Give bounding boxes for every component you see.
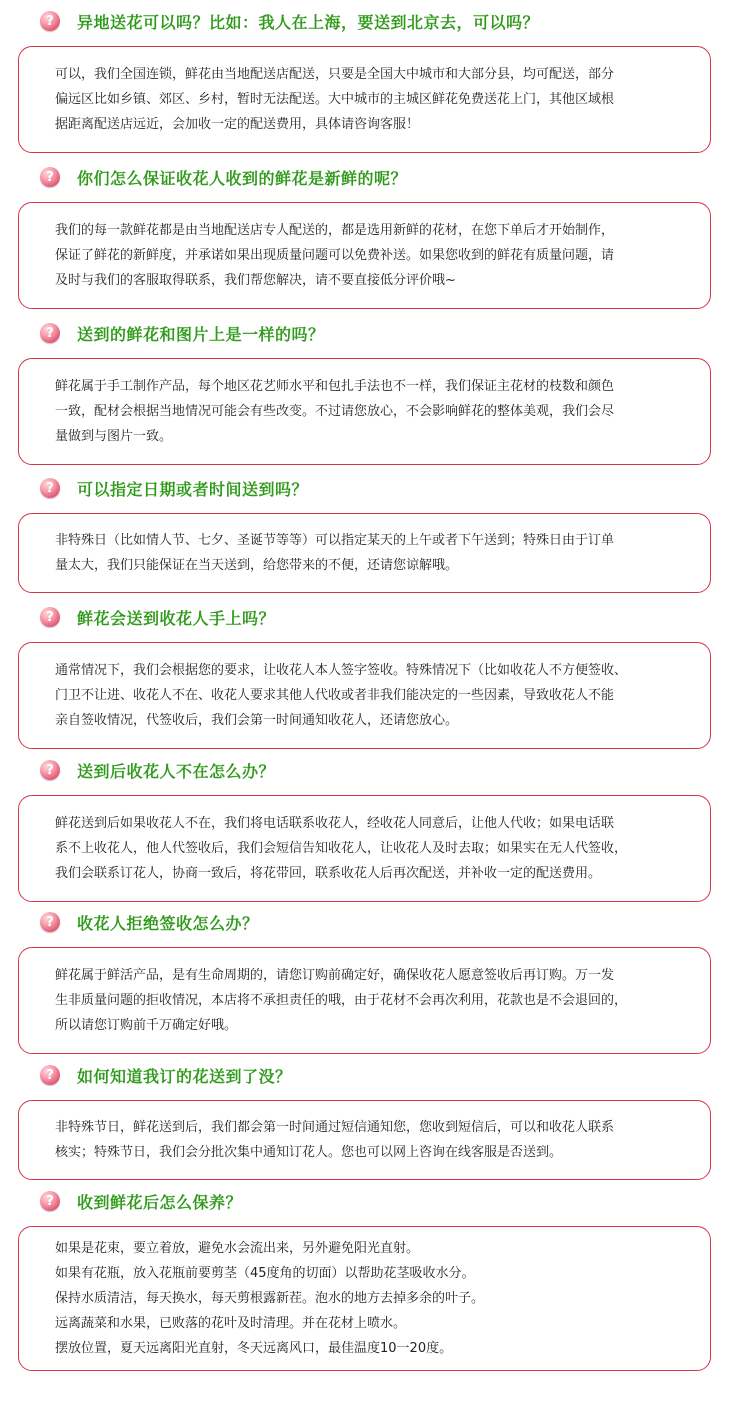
faq-answer-line: 鲜花送到后如果收花人不在，我们将电话联系收花人，经收花人同意后，让他人代收；如果电话联 (55, 816, 615, 831)
faq-question: 送到的鲜花和图片上是一样的吗？ (77, 324, 325, 344)
faq-answer-line: 如果是花束，要立着放，避免水会流出来，另外避免阳光直射。 (55, 1241, 420, 1256)
question-mark-icon: ? (40, 323, 60, 343)
question-mark-icon: ? (40, 607, 60, 627)
faq-question: 送到后收花人不在怎么办？ (77, 761, 276, 781)
question-mark-icon: ? (40, 912, 60, 932)
faq-question: 收到鲜花后怎么保养？ (77, 1192, 243, 1212)
faq-answer-line: 据距离配送店远近，会加收一定的配送费用，具体请咨询客服！ (55, 117, 420, 132)
faq-answer-line: 核实；特殊节日，我们会分批次集中通知订花人。您也可以网上咨询在线客服是否送到。 (55, 1145, 563, 1160)
faq-question-row (40, 604, 275, 630)
faq-question: 如何知道我订的花送到了没？ (77, 1066, 292, 1086)
faq-question: 可以指定日期或者时间送到吗？ (77, 479, 309, 499)
faq-answer-line: 非特殊节日，鲜花送到后，我们都会第一时间通过短信通知您，您收到短信后，可以和收花人联系 (55, 1120, 615, 1135)
faq-answer-line: 所以请您订购前千万确定好哦。 (55, 1018, 238, 1033)
faq-answer-box (18, 795, 711, 902)
faq-question: 异地送花可以吗？比如：我人在上海，要送到北京去，可以吗？ (77, 12, 540, 32)
faq-answer-box (18, 642, 711, 749)
faq-answer-line: 生非质量问题的拒收情况，本店将不承担责任的哦，由于花材不会再次利用，花款也是不会退回的， (55, 993, 628, 1008)
faq-question-row (40, 320, 325, 346)
faq-question-row (40, 164, 407, 190)
faq-answer-line: 通常情况下，我们会根据您的要求，让收花人本人签字签收。特殊情况下（比如收花人不方便签收、 (55, 663, 628, 678)
faq-answer-line: 鲜花属于手工制作产品，每个地区花艺师水平和包扎手法也不一样，我们保证主花材的枝数和颜色 (55, 379, 615, 394)
faq-answer-line: 可以，我们全国连锁，鲜花由当地配送店配送，只要是全国大中城市和大部分县，均可配送，部分 (55, 67, 615, 82)
faq-answer-line: 非特殊日（比如情人节、七夕、圣诞节等等）可以指定某天的上午或者下午送到；特殊日由于订单 (55, 533, 615, 548)
faq-answer-box (18, 46, 711, 153)
faq-question: 收花人拒绝签收怎么办？ (77, 913, 259, 933)
question-mark-icon: ? (40, 1191, 60, 1211)
faq-answer-line: 如果有花瓶，放入花瓶前要剪茎（45度角的切面）以帮助花茎吸收水分。 (55, 1266, 475, 1281)
faq-answer-line: 鲜花属于鲜活产品，是有生命周期的，请您订购前确定好，确保收花人愿意签收后再订购。万一发 (55, 968, 615, 983)
faq-question-row (40, 757, 275, 783)
faq-answer-line: 量太大，我们只能保证在当天送到，给您带来的不便，还请您谅解哦。 (55, 558, 459, 573)
faq-answer-line: 保持水质清洁，每天换水，每天剪根露新茬。泡水的地方去掉多余的叶子。 (55, 1291, 485, 1306)
question-mark-icon: ? (40, 478, 60, 498)
faq-question-row (40, 1062, 292, 1088)
faq-answer-line: 保证了鲜花的新鲜度，并承诺如果出现质量问题可以免费补送。如果您收到的鲜花有质量问题，请 (55, 248, 615, 263)
faq-question-row (40, 8, 539, 34)
faq-question-row (40, 909, 259, 935)
question-mark-icon: ? (40, 1065, 60, 1085)
faq-answer-line: 摆放位置，夏天远离阳光直射，冬天远离风口，最佳温度10一20度。 (55, 1341, 453, 1356)
faq-answer-line: 量做到与图片一致。 (55, 429, 173, 444)
faq-answer-line: 我们的每一款鲜花都是由当地配送店专人配送的，都是选用新鲜的花材，在您下单后才开始制作， (55, 223, 615, 238)
question-mark-icon: ? (40, 760, 60, 780)
faq-answer-line: 亲自签收情况，代签收后，我们会第一时间通知收花人，还请您放心。 (55, 713, 459, 728)
faq-answer-line: 我们会联系订花人，协商一致后，将花带回，联系收花人后再次配送，并补收一定的配送费用。 (55, 866, 602, 881)
question-mark-icon: ? (40, 167, 60, 187)
faq-answer-box (18, 947, 711, 1054)
faq-answer-line: 系不上收花人，他人代签收后，我们会短信告知收花人，让收花人及时去取；如果实在无人代签收， (55, 841, 628, 856)
question-mark-icon: ? (40, 11, 60, 31)
faq-question: 鲜花会送到收花人手上吗？ (77, 608, 276, 628)
faq-question-row (40, 1188, 242, 1214)
faq-answer-line: 及时与我们的客服取得联系，我们帮您解决，请不要直接低分评价哦~ (55, 273, 456, 288)
faq-answer-line: 远离蔬菜和水果，已败落的花叶及时清理。并在花材上喷水。 (55, 1316, 407, 1331)
faq-question: 你们怎么保证收花人收到的鲜花是新鲜的呢？ (77, 168, 408, 188)
faq-answer-line: 偏远区比如乡镇、郊区、乡村，暂时无法配送。大中城市的主城区鲜花免费送花上门，其他区域根 (55, 92, 615, 107)
faq-question-row (40, 475, 308, 501)
faq-answer-line: 一致，配材会根据当地情况可能会有些改变。不过请您放心，不会影响鲜花的整体美观，我们会尽 (55, 404, 615, 419)
faq-answer-box (18, 1226, 711, 1371)
faq-answer-box (18, 202, 711, 309)
faq-answer-box (18, 513, 711, 593)
faq-answer-box (18, 1100, 711, 1180)
faq-answer-box (18, 358, 711, 465)
faq-answer-line: 门卫不让进、收花人不在、收花人要求其他人代收或者非我们能决定的一些因素，导致收花人不能 (55, 688, 615, 703)
